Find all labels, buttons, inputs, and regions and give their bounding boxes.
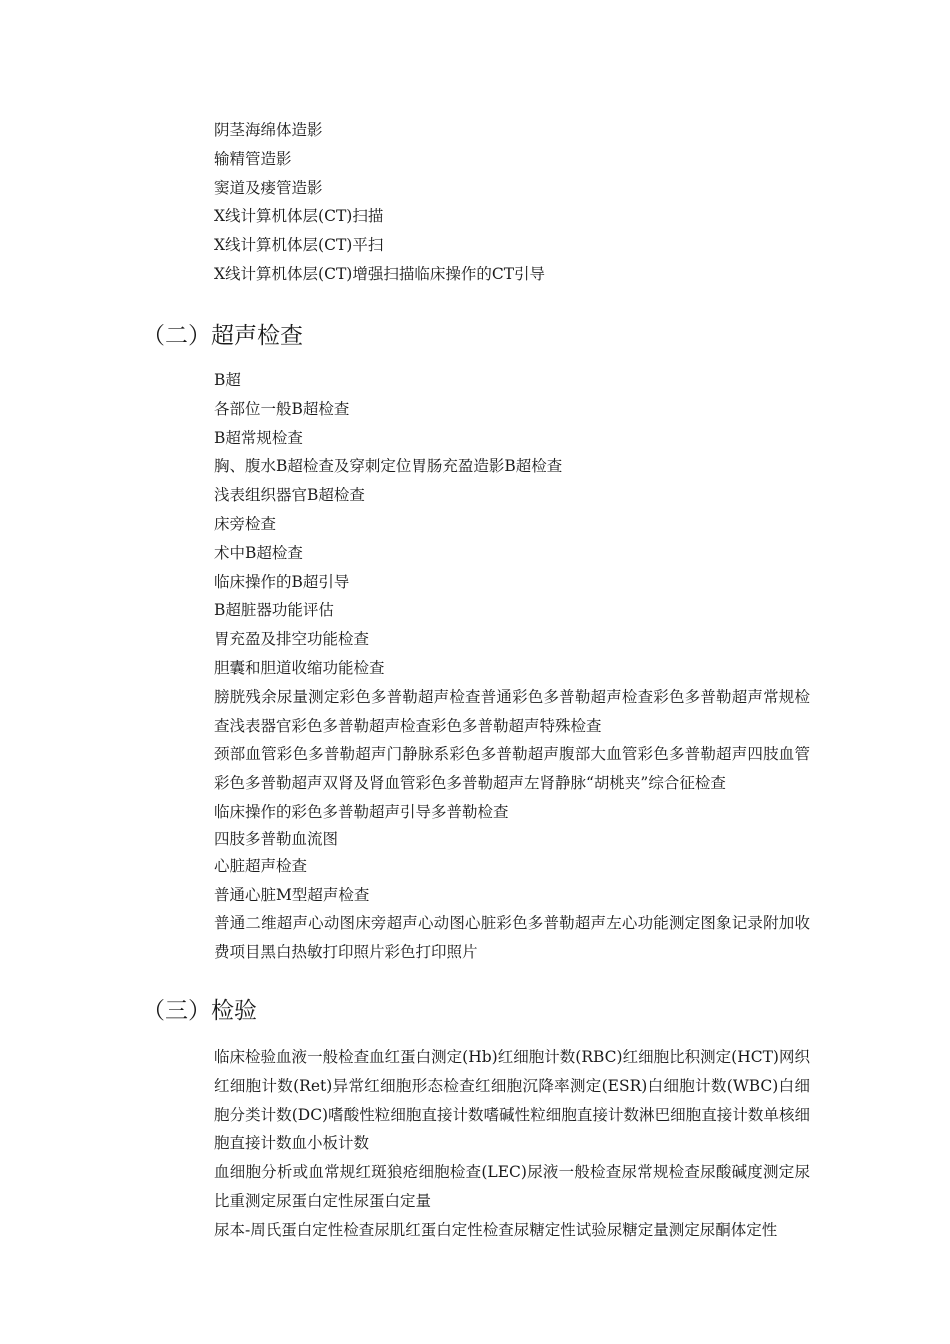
list-item: X线计算机体层(CT)增强扫描临床操作的CT引导 [214,264,546,283]
list-item: 普通心脏M型超声检查 [214,885,370,904]
ultrasound-exam-list [214,366,810,967]
list-item: B超常规检查 [214,428,303,447]
list-item: 阴茎海绵体造影 [214,121,323,139]
list-item: 血细胞分析或血常规红斑狼疮细胞检查(LEC)尿液一般检查尿常规检查尿酸碱度测定尿比重测定尿蛋白定性尿蛋白定量 [214,1163,810,1210]
list-item: 胃充盈及排空功能检查 [214,630,370,649]
list-item: 普通二维超声心动图床旁超声心动图心脏彩色多普勒超声左心功能测定图象记录附加收费项目黑白热敏打印照片彩色打印照片 [214,914,810,962]
list-item: 术中B超检查 [214,543,303,562]
section-heading-lab: （三）检验 [142,998,257,1024]
list-item: B超脏器功能评估 [214,601,334,620]
lab-test-list [214,1043,810,1245]
list-item: 临床操作的彩色多普勒超声引导多普勒检查 [214,802,509,821]
list-item: 浅表组织器官B超检查 [214,486,365,505]
list-item: 临床检验血液一般检查血红蛋白测定(Hb)红细胞计数(RBC)红细胞比积测定(HCT)网织红细胞计数(Ret)异常红细胞形态检查红细胞沉降率测定(ESR)白细胞计数(WBC)白细胞分类计数(DC)嗜酸性粒细胞直接计数嗜碱性粒细胞直接计数淋巴细胞直接计数单核细胞直接计数血小板计数 [214,1048,810,1153]
list-item: 尿本-周氏蛋白定性检查尿肌红蛋白定性检查尿糖定性试验尿糖定量测定尿酮体定性 [214,1220,778,1239]
list-item: 输精管造影 [214,149,292,168]
list-item: X线计算机体层(CT)平扫 [214,236,384,255]
list-item: 四肢多普勒血流图 [214,829,339,848]
list-item: 膀胱残余尿量测定彩色多普勒超声检查普通彩色多普勒超声检查彩色多普勒超声常规检查浅表器官彩色多普勒超声检查彩色多普勒超声特殊检查 [214,687,810,735]
list-item: 心脏超声检查 [214,856,308,875]
list-item: 窦道及瘘管造影 [214,178,323,197]
list-item: 胸、腹水B超检查及穿刺定位胃肠充盈造影B超检查 [214,457,563,476]
list-item: 颈部血管彩色多普勒超声门静脉系彩色多普勒超声腹部大血管彩色多普勒超声四肢血管彩色多普勒超声双肾及肾血管彩色多普勒超声左肾静脉“胡桃夹”综合征检查 [214,745,810,793]
list-item: X线计算机体层(CT)扫描 [214,207,384,226]
list-item: 床旁检查 [214,514,277,533]
list-item: 胆囊和胆道收缩功能检查 [214,658,385,677]
section-heading-ultrasound: （二）超声检查 [142,323,303,349]
ct-exam-list [214,116,810,289]
list-item: 各部位一般B超检查 [214,399,350,418]
list-item: 临床操作的B超引导 [214,572,350,591]
list-item: B超 [214,371,241,389]
